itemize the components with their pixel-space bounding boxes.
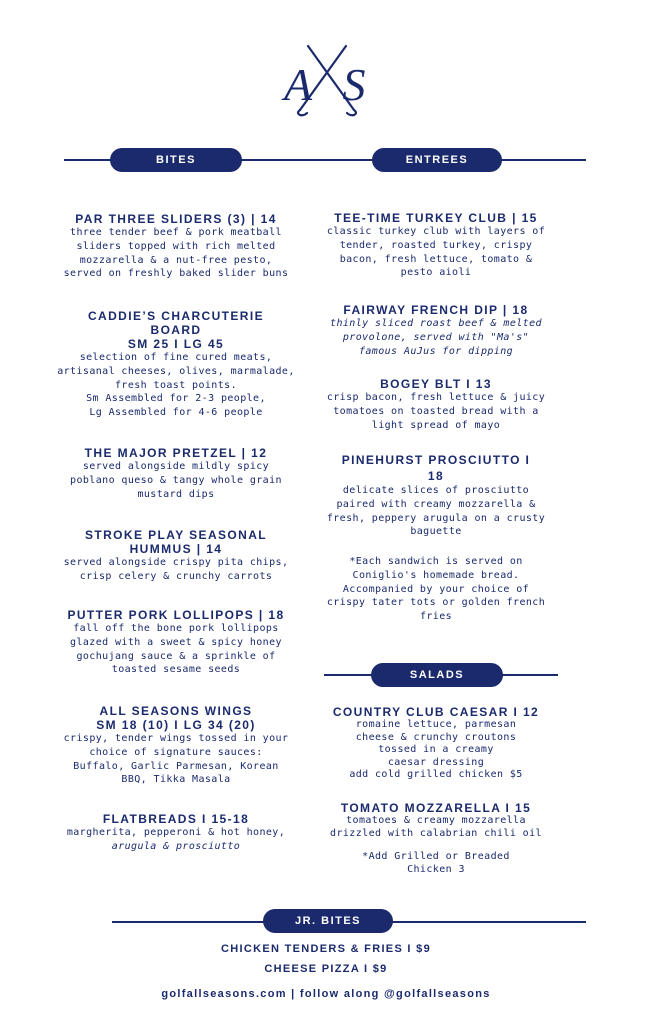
item-desc: tender, roasted turkey, crispy <box>339 239 533 251</box>
item-title: BOGEY BLT I 13 <box>380 377 492 391</box>
section-bites: BITES <box>110 148 242 172</box>
item-title: FAIRWAY FRENCH DIP | 18 <box>343 303 529 317</box>
item-desc: choice of signature sauces: <box>89 746 263 758</box>
item-desc: crispy, tender wings tossed in your <box>63 733 289 744</box>
item-title: THE MAJOR PRETZEL | 12 <box>84 446 268 460</box>
item-desc: crisp celery & crunchy carrots <box>79 570 273 582</box>
item-desc: thinly sliced roast beef & melted <box>330 318 542 329</box>
item-desc: served on freshly baked slider buns <box>63 268 289 280</box>
menu-item-turkey-club <box>306 211 566 280</box>
item-desc: sliders topped with rich melted <box>76 240 276 252</box>
item-title: CADDIE’S CHARCUTERIE <box>87 309 264 323</box>
item-desc: arugula & prosciutto <box>111 840 241 852</box>
item-desc: light spread of mayo <box>371 419 501 431</box>
entree-note <box>306 555 566 624</box>
item-title: PINEHURST PROSCIUTTO I <box>341 453 531 467</box>
menu-item-tomato-mozzarella <box>306 801 566 840</box>
item-desc: fall off the bone pork lollipops <box>73 623 279 634</box>
item-title: COUNTRY CLUB CAESAR I 12 <box>332 705 540 719</box>
item-title: BOARD <box>150 323 202 337</box>
item-desc: drizzled with calabrian chili oil <box>330 827 542 839</box>
menu-item-sliders <box>46 212 306 281</box>
item-title: STROKE PLAY SEASONAL <box>84 528 268 542</box>
monogram-a: A <box>283 59 313 110</box>
item-desc: toasted sesame seeds <box>111 664 241 676</box>
section-salads: SALADS <box>371 663 503 687</box>
menu-item-charcuterie <box>46 309 306 420</box>
item-desc: poblano queso & tangy whole grain <box>70 474 282 486</box>
item-desc: romaine lettuce, parmesan <box>355 719 517 730</box>
item-desc: bacon, fresh lettuce, tomato & <box>339 253 533 265</box>
item-desc: famous AuJus for dipping <box>358 345 514 357</box>
item-desc: BBQ, Tikka Masala <box>121 774 231 786</box>
item-desc: mustard dips <box>137 488 215 500</box>
item-desc: served alongside crispy pita chips, <box>63 557 289 568</box>
note-text: *Each sandwich is served on <box>349 556 523 567</box>
item-title: TOMATO MOZZARELLA I 15 <box>340 801 532 815</box>
item-title: FLATBREADS I 15-18 <box>102 812 250 826</box>
section-jr-bites: JR. BITES <box>263 909 393 933</box>
item-desc: crisp bacon, fresh lettuce & juicy <box>326 392 546 403</box>
monogram-s: S <box>342 59 366 110</box>
note-text: Accompanied by your choice of <box>342 583 530 595</box>
item-desc: gochujang sauce & a sprinkle of <box>76 650 276 662</box>
item-desc: margherita, pepperoni & hot honey, <box>66 827 286 838</box>
item-desc: served alongside mildly spicy <box>82 461 270 472</box>
item-desc: selection of fine cured meats, <box>79 352 273 363</box>
item-desc: tomatoes on toasted bread with a <box>333 405 539 417</box>
menu-item-pretzel <box>46 446 306 501</box>
menu-item-wings <box>46 704 306 787</box>
item-desc: Lg Assembled for 4-6 people <box>89 407 263 419</box>
item-desc: caesar dressing <box>387 756 485 768</box>
item-desc: add cold grilled chicken $5 <box>349 769 523 781</box>
note-text: crispy tater tots or golden french <box>326 597 546 609</box>
item-desc: provolone, served with "Ma's" <box>342 331 530 343</box>
item-title: PUTTER PORK LOLLIPOPS | 18 <box>67 608 285 622</box>
item-desc: three tender beef & pork meatball <box>70 227 282 238</box>
item-desc: fresh toast points. <box>115 379 237 391</box>
item-desc: baguette <box>410 526 462 538</box>
jr-item-tenders: CHICKEN TENDERS & FRIES I $9 <box>221 943 431 955</box>
item-desc: paired with creamy mozzarella & <box>336 498 536 510</box>
item-desc: mozzarella & a nut-free pesto, <box>79 254 273 266</box>
item-title: TEE-TIME TURKEY CLUB | 15 <box>334 211 538 225</box>
item-title: SM 18 (10) I LG 34 (20) <box>96 718 256 732</box>
item-title: HUMMUS | 14 <box>129 542 223 556</box>
item-desc: Sm Assembled for 2-3 people, <box>86 393 266 405</box>
note-text: Chicken 3 <box>407 863 465 875</box>
item-desc: pesto aioli <box>400 267 472 279</box>
note-text: Coniglio's homemade bread. <box>352 569 520 581</box>
menu-item-lollipops <box>46 608 306 677</box>
menu-item-flatbreads <box>46 812 306 854</box>
item-desc: Buffalo, Garlic Parmesan, Korean <box>73 760 279 772</box>
item-desc: delicate slices of prosciutto <box>342 485 530 496</box>
menu-item-blt <box>306 377 566 432</box>
logo-monogram <box>274 40 378 122</box>
menu-item-french-dip <box>306 303 566 358</box>
salad-note <box>306 851 566 876</box>
item-title: ALL SEASONS WINGS <box>99 704 253 718</box>
item-title: PAR THREE SLIDERS (3) | 14 <box>75 212 277 226</box>
note-text: fries <box>419 611 453 623</box>
menu-item-prosciutto <box>306 452 566 539</box>
item-desc: cheese & crunchy croutons <box>355 731 517 743</box>
jr-item-pizza: CHEESE PIZZA I $9 <box>264 963 388 975</box>
item-desc: tossed in a creamy <box>378 744 494 756</box>
item-desc: glazed with a sweet & spicy honey <box>70 636 282 648</box>
menu-item-hummus <box>46 528 306 584</box>
section-entrees: ENTREES <box>372 148 502 172</box>
item-desc: fresh, peppery arugula on a crusty <box>326 512 546 524</box>
note-text: *Add Grilled or Breaded <box>362 851 510 862</box>
item-desc: classic turkey club with layers of <box>326 226 546 237</box>
footer-social[interactable]: golfallseasons.com | follow along @golfallseasons <box>161 988 491 1000</box>
menu-item-caesar <box>306 705 566 782</box>
item-title: SM 25 I LG 45 <box>127 337 225 351</box>
item-desc: artisanal cheeses, olives, marmalade, <box>57 365 295 377</box>
item-title: 18 <box>427 469 445 483</box>
item-desc: tomatoes & creamy mozzarella <box>346 815 526 826</box>
